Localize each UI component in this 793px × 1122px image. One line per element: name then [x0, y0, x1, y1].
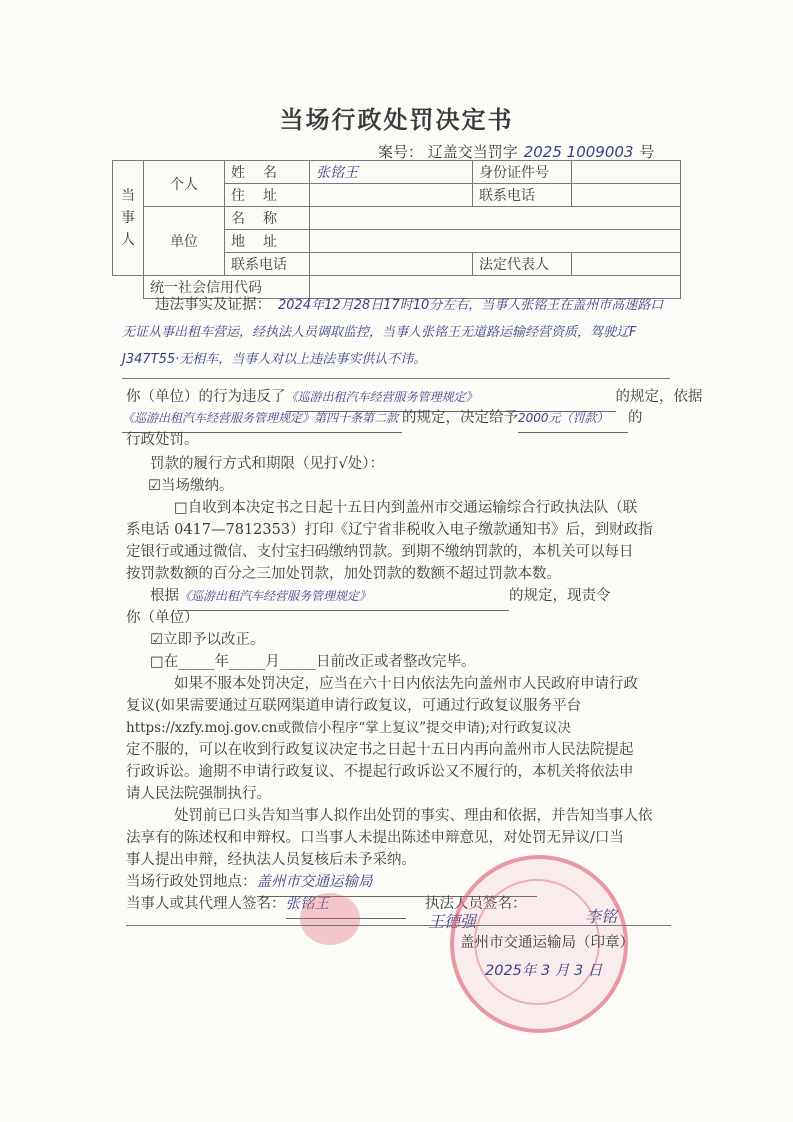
- rep-value: [572, 253, 681, 276]
- fingerprint-mark: [300, 893, 360, 945]
- payment-option-bank-c: 定银行或通过微信、支付宝扫码缴纳罚款。到期不缴纳罚款的，本机关可以每日: [126, 544, 634, 560]
- name-value: 张铭王: [310, 161, 473, 184]
- correction-line1: [150, 583, 611, 611]
- payment-option-bank-a: □自收到本决定书之日起十五日内到盖州市交通运输综合行政执法队（联: [174, 500, 638, 516]
- appeal-line5: 行政诉讼。逾期不申请行政复议、不提起行政诉讼又不履行的，本机关将依法申: [126, 764, 634, 780]
- penalty-amount: 2000元（罚款）: [518, 405, 628, 433]
- case-number-prefix: 辽盖交当罚字: [427, 143, 518, 161]
- case-number: [378, 141, 654, 162]
- credit-label: 统一社会信用代码: [144, 276, 310, 299]
- officer-signature-2: 李铭: [585, 907, 618, 926]
- correction-opt-immediate: ☑立即予以改正。: [150, 632, 265, 648]
- correction-law: 《巡游出租汽车经营服务管理规定》: [179, 583, 509, 611]
- address-value: [310, 184, 473, 207]
- notice-line1: 处罚前已口头告知当事人拟作出处罚的事实、理由和依据，并告知当事人依: [174, 808, 653, 824]
- case-number-label: 案号：: [378, 143, 424, 161]
- appeal-line1: 如果不服本处罚决定，应当在六十日内依法先向盖州市人民政府申请行政: [174, 676, 638, 692]
- party-signature-label: 当事人或其代理人签名：: [126, 896, 286, 912]
- correction-text-1: 根据: [150, 588, 179, 604]
- payment-heading: 罚款的履行方式和期限（见打√处）：: [150, 456, 384, 472]
- unit-phone-value: [310, 253, 473, 276]
- correction-opt-deadline: □在_____年_____月_____日前改正或者整改完毕。: [150, 654, 476, 670]
- payment-option-bank-d: 按罚款数额的百分之三加处罚款，加处罚款的数额不超过罚款本数。: [126, 566, 561, 582]
- agency-name: 盖州市交通运输局（印章）: [460, 935, 634, 951]
- violation-line2: [122, 405, 643, 433]
- facts-line2: 无证从事出租车营运，经执法人员调取监控，当事人张铭王无道路运输经营资质，驾驶辽F: [122, 325, 637, 340]
- appeal-line4: 定不服的，可以在收到行政复议决定书之日起十五日内再向盖州市人民法院提起: [126, 742, 634, 758]
- correction-line2: 你（单位）: [126, 610, 199, 626]
- rep-label: 法定代表人: [473, 253, 572, 276]
- correction-text-2: 的规定，现责令: [509, 588, 611, 604]
- violation-line3: 行政处罚。: [126, 432, 199, 448]
- unit-name-value: [310, 207, 681, 230]
- unit-address-value: [310, 230, 681, 253]
- violation-law1: 《巡游出租汽车经营服务管理规定》: [286, 384, 616, 412]
- id-label: 身份证件号: [473, 161, 572, 184]
- unit-phone-label: 联系电话: [225, 253, 310, 276]
- appeal-line3: https://xzfy.moj.gov.cn或微信小程序“掌上复议”提交申请);对行政复议决: [126, 720, 571, 736]
- payment-option-onsite: ☑当场缴纳。: [148, 478, 234, 494]
- decision-date-value: 2025年 3 月 3 日: [485, 963, 603, 979]
- name-label: 姓名: [225, 161, 310, 184]
- unit-name-label: 名称: [225, 207, 310, 230]
- location-label: 当场行政处罚地点：: [126, 874, 257, 890]
- facts-line3: J347T55·无相车，当事人对以上违法事实供认不讳。: [122, 352, 427, 367]
- party-signature-line: [126, 891, 406, 919]
- violation-text-1: 你（单位）的行为违反了: [126, 389, 286, 405]
- decision-date: [485, 958, 602, 985]
- credit-spacer: [113, 276, 144, 299]
- appeal-line2: 复议(如果需要通过互联网渠道申请行政复议，可通过行政复议服务平台: [126, 698, 582, 714]
- facts-line1: 2024年12月28日17时10分左右，当事人张铭王在盖州市高速路口: [278, 298, 664, 313]
- id-value: [572, 161, 681, 184]
- case-number-value: 2025 1009003: [523, 143, 634, 161]
- facts-blank-line: [122, 378, 670, 379]
- facts-label: 违法事实及证据：: [155, 297, 271, 313]
- violation-text-4: 的: [628, 410, 643, 426]
- phone-value: [572, 184, 681, 207]
- location-value: 盖州市交通运输局: [257, 869, 537, 897]
- violation-text-2: 的规定，依据: [615, 389, 703, 405]
- payment-option-bank-b: 系电话 0417—7812353）打印《辽宁省非税收入电子缴款通知书》后，到财政指: [126, 522, 653, 538]
- appeal-line6: 请人民法院强制执行。: [126, 786, 271, 802]
- officer-signature-label: 执法人员签名：: [425, 896, 527, 912]
- violation-law2: 《巡游出租汽车经营服务管理规定》第四十条第二款: [122, 405, 402, 433]
- notice-line2: 法享有的陈述权和申辩权。口当事人未提出陈述申辩意见，对处罚无异议/口当: [126, 830, 624, 846]
- violation-text-3: 的规定，决定给予: [402, 410, 518, 426]
- case-number-suffix: 号: [639, 143, 655, 161]
- individual-label: 个人: [144, 161, 225, 207]
- address-label: 住址: [225, 184, 310, 207]
- unit-address-label: 地址: [225, 230, 310, 253]
- party-signature-value: 张铭王: [286, 891, 406, 919]
- notice-line3: 事人提出申辩，经执法人员复核后未予采纳。: [126, 852, 416, 868]
- phone-label: 联系电话: [473, 184, 572, 207]
- party-table: [112, 160, 681, 299]
- unit-label: 单位: [144, 207, 225, 276]
- party-side-label: 当事人: [113, 161, 144, 276]
- document-title: 当场行政处罚决定书: [279, 105, 514, 134]
- officer-signature-1: 王德强: [428, 912, 477, 931]
